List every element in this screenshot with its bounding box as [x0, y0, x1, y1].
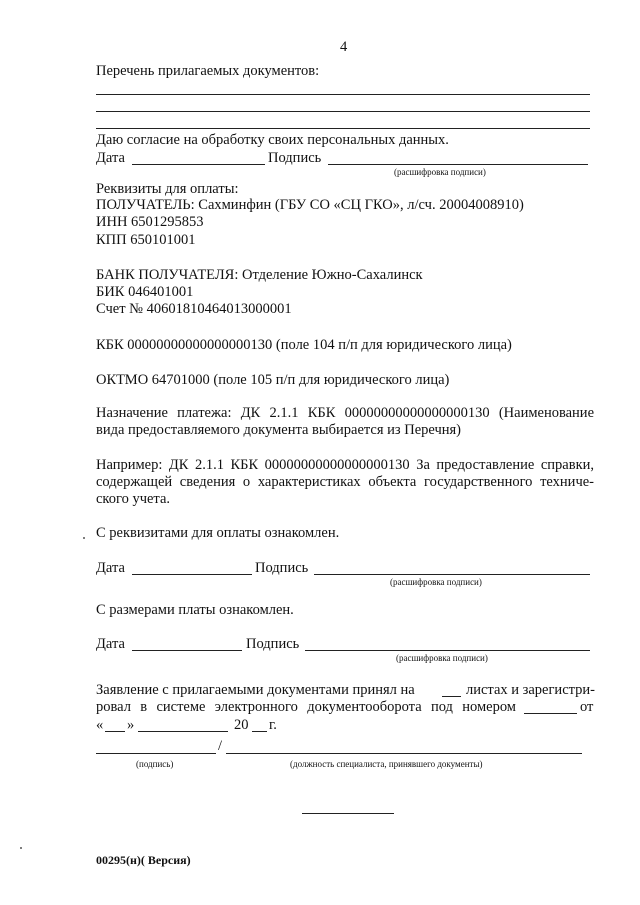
- year-prefix: 20: [234, 717, 249, 733]
- attachments-line-2[interactable]: [96, 111, 590, 112]
- quote-close: »: [127, 717, 135, 733]
- ack-payment: С реквизитами для оплаты ознакомлен.: [96, 525, 340, 541]
- attachments-label: Перечень прилагаемых документов:: [96, 63, 320, 79]
- ack-fee-signature-decode: (расшифровка подписи): [396, 653, 488, 663]
- account: Счет № 40601810464013000001: [96, 301, 292, 317]
- ack-payment-date-label: Дата: [96, 560, 125, 576]
- example-line-2: содержащей сведения о характеристиках объекта государственного техниче-: [96, 474, 594, 490]
- ack-fee-signature-field[interactable]: [305, 650, 590, 651]
- accepted-text-2a: ровал в системе электронного документооборота под номером: [96, 699, 516, 715]
- accepted-text-1a: Заявление с прилагаемыми документами принял на: [96, 682, 415, 698]
- kbk: КБК 00000000000000000130 (поле 104 п/п для юридического лица): [96, 337, 512, 353]
- ack-fee-date-label: Дата: [96, 636, 125, 652]
- purpose-line-1: Назначение платежа: ДК 2.1.1 КБК 00000000000000000130 (Наименование: [96, 405, 594, 421]
- ack-payment-signature-label: Подпись: [255, 560, 309, 576]
- recipient: ПОЛУЧАТЕЛЬ: Сахминфин (ГБУ СО «СЦ ГКО», л/сч. 20004008910): [96, 197, 524, 213]
- inn: ИНН 6501295853: [96, 214, 204, 230]
- consent-signature-decode: (расшифровка подписи): [394, 167, 486, 177]
- consent-date-field[interactable]: [132, 164, 265, 165]
- specialist-position-field[interactable]: [226, 753, 582, 754]
- example-line-1: Например: ДК 2.1.1 КБК 00000000000000000130 За предоставление справки,: [96, 457, 594, 473]
- ack-payment-signature-field[interactable]: [314, 574, 590, 575]
- footer-code: 00295(н)( Версия): [96, 853, 191, 867]
- consent-signature-field[interactable]: [328, 164, 588, 165]
- ack-fee-signature-label: Подпись: [246, 636, 300, 652]
- ack-fee-date-field[interactable]: [132, 650, 242, 651]
- consent-text: Даю согласие на обработку своих персональных данных.: [96, 132, 449, 148]
- consent-signature-label: Подпись: [268, 150, 322, 166]
- ack-payment-signature-decode: (расшифровка подписи): [390, 577, 482, 587]
- ack-fee: С размерами платы ознакомлен.: [96, 602, 294, 618]
- consent-date-label: Дата: [96, 150, 125, 166]
- attachments-line-3[interactable]: [96, 128, 590, 129]
- ack-payment-date-field[interactable]: [132, 574, 252, 575]
- page-number: 4: [340, 39, 348, 55]
- scan-speck: [20, 847, 22, 849]
- attachments-line-1[interactable]: [96, 94, 590, 95]
- day-field[interactable]: [105, 731, 125, 732]
- accepted-text-1b: листах и зарегистри-: [466, 682, 595, 698]
- specialist-signature-field[interactable]: [96, 753, 216, 754]
- bik: БИК 046401001: [96, 284, 194, 300]
- accepted-text-2b: от: [580, 699, 594, 715]
- bank: БАНК ПОЛУЧАТЕЛЯ: Отделение Южно-Сахалинск: [96, 267, 423, 283]
- slash: /: [218, 738, 223, 754]
- example-line-3: ского учета.: [96, 491, 171, 507]
- registration-number-field[interactable]: [524, 713, 577, 714]
- separator-line: [302, 813, 394, 814]
- sheets-count-field[interactable]: [442, 696, 461, 697]
- year-suffix: г.: [269, 717, 277, 733]
- oktmo: ОКТМО 64701000 (поле 105 п/п для юридического лица): [96, 372, 450, 388]
- kpp: КПП 650101001: [96, 232, 196, 248]
- year-field[interactable]: [252, 731, 267, 732]
- position-caption: (должность специалиста, принявшего документы): [290, 759, 483, 769]
- sign-caption: (подпись): [136, 759, 174, 769]
- payment-title: Реквизиты для оплаты:: [96, 181, 239, 197]
- scan-speck: [83, 537, 85, 539]
- month-field[interactable]: [138, 731, 228, 732]
- purpose-line-2: вида предоставляемого документа выбирается из Перечня): [96, 422, 462, 438]
- quote-open: «: [96, 717, 104, 733]
